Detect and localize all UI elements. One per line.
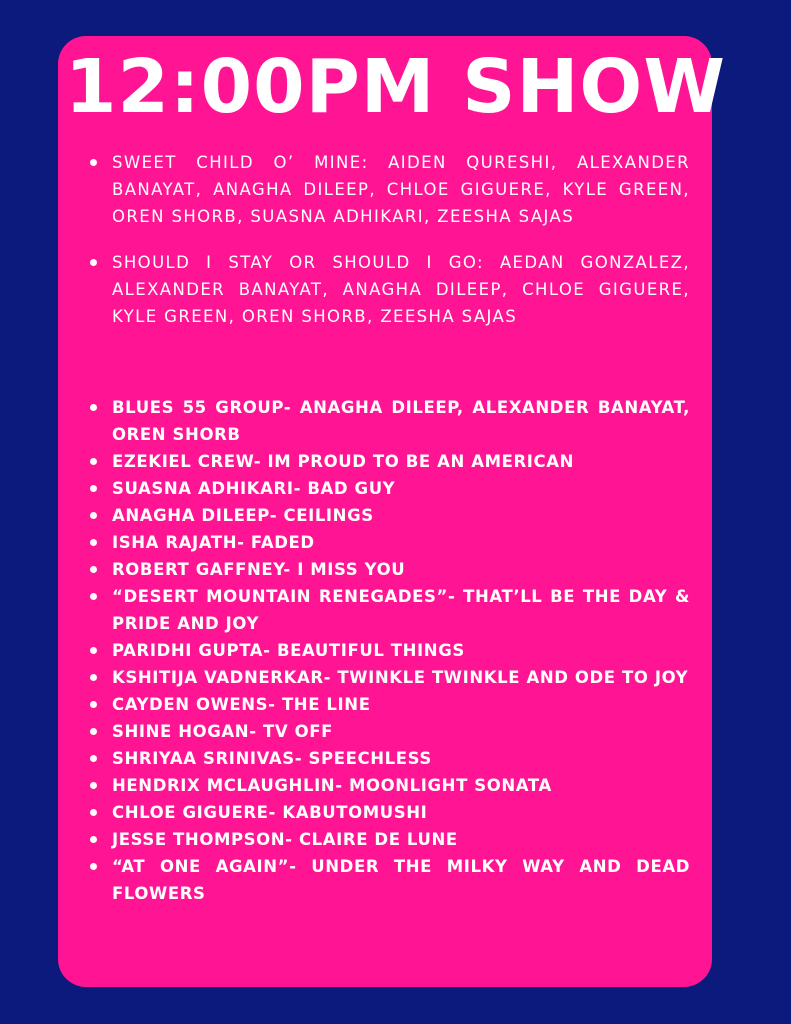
list-item: CAYDEN OWENS- THE LINE xyxy=(112,691,690,718)
list-item: “DESERT MOUNTAIN RENEGADES”- THAT’LL BE THE DAY & PRIDE AND JOY xyxy=(112,583,690,637)
list-item: KSHITIJA VADNERKAR- TWINKLE TWINKLE AND ODE TO JOY xyxy=(112,664,690,691)
list-item: CHLOE GIGUERE- KABUTOMUSHI xyxy=(112,799,690,826)
list-item: JESSE THOMPSON- CLAIRE DE LUNE xyxy=(112,826,690,853)
list-item: HENDRIX MCLAUGHLIN- MOONLIGHT SONATA xyxy=(112,772,690,799)
list-item: SHRIYAA SRINIVAS- SPEECHLESS xyxy=(112,745,690,772)
page-title: 12:00PM SHOW xyxy=(65,44,726,130)
list-item: ROBERT GAFFNEY- I MISS YOU xyxy=(112,556,690,583)
list-item: ISHA RAJATH- FADED xyxy=(112,529,690,556)
list-item: SUASNA ADHIKARI- BAD GUY xyxy=(112,475,690,502)
list-item: SWEET CHILD O’ MINE: AIDEN QURESHI, ALEXANDER BANAYAT, ANAGHA DILEEP, CHLOE GIGUERE, KYLE GREEN, OREN SHORB, SUASNA ADHIKARI, ZEESHA SAJAS xyxy=(112,149,690,230)
list-item: SHOULD I STAY OR SHOULD I GO: AEDAN GONZALEZ, ALEXANDER BANAYAT, ANAGHA DILEEP, CHLOE GIGUERE, KYLE GREEN, OREN SHORB, ZEESHA SAJAS xyxy=(112,249,690,330)
group-songs-list xyxy=(112,149,690,349)
performances-list xyxy=(112,394,690,907)
list-item: EZEKIEL CREW- IM PROUD TO BE AN AMERICAN xyxy=(112,448,690,475)
list-item: “AT ONE AGAIN”- UNDER THE MILKY WAY AND DEAD FLOWERS xyxy=(112,853,690,907)
list-item: BLUES 55 GROUP- ANAGHA DILEEP, ALEXANDER BANAYAT, OREN SHORB xyxy=(112,394,690,448)
list-item: SHINE HOGAN- TV OFF xyxy=(112,718,690,745)
list-item: PARIDHI GUPTA- BEAUTIFUL THINGS xyxy=(112,637,690,664)
list-item: ANAGHA DILEEP- CEILINGS xyxy=(112,502,690,529)
